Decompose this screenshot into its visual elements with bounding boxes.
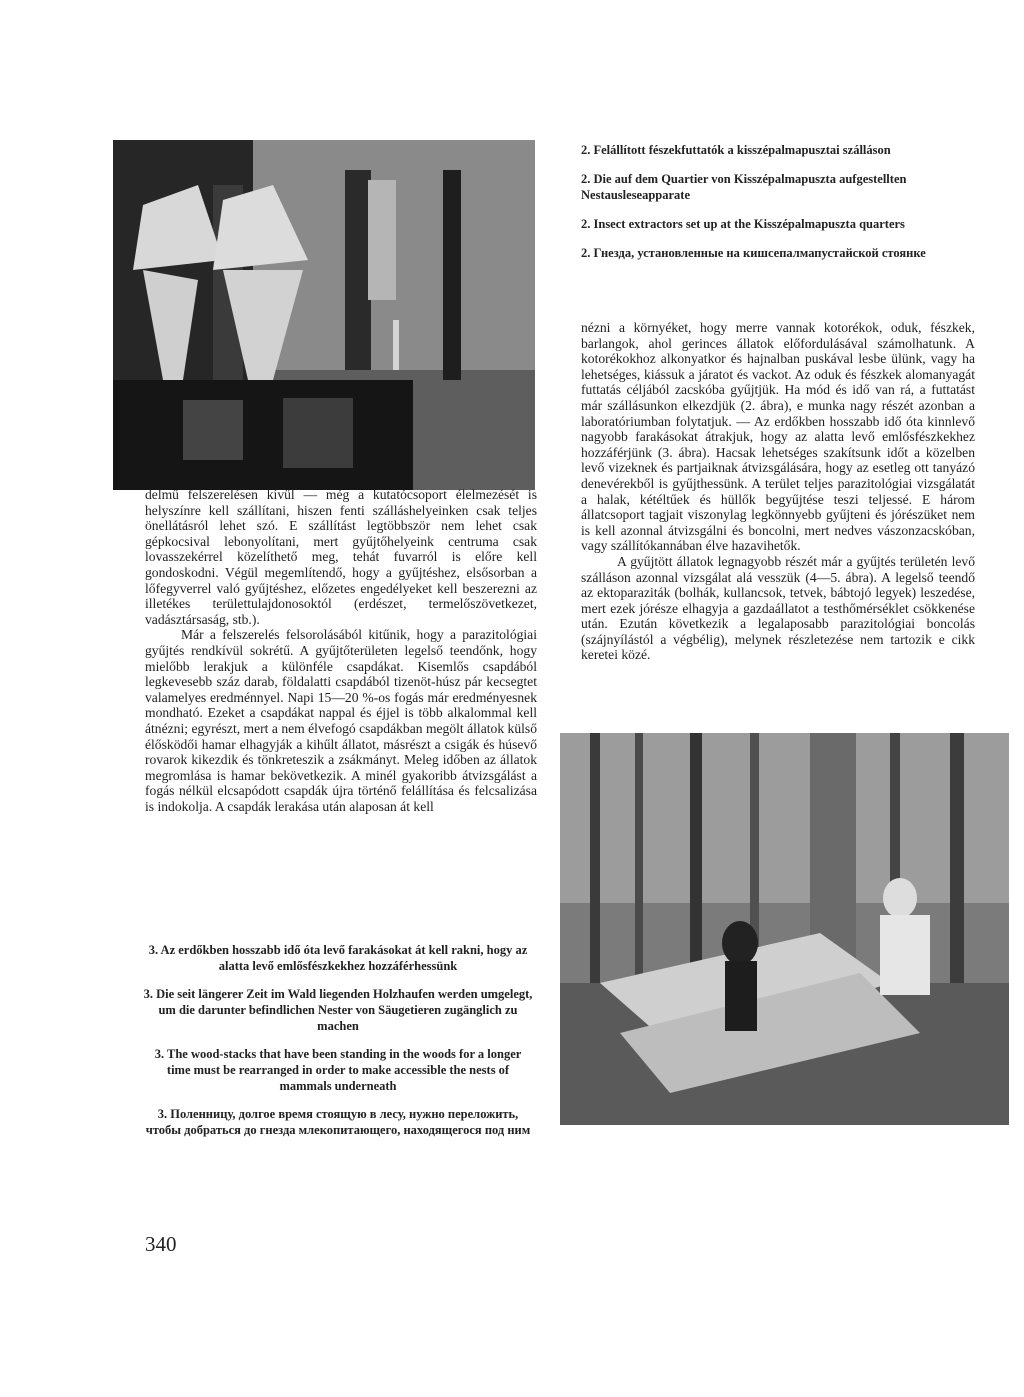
figure-3-captions <box>143 942 533 1150</box>
figure-2-photo <box>113 140 535 490</box>
right-paragraph-1: nézni a környéket, hogy merre vannak kotorékok, oduk, fészkek, barlangok, ahol gerinces állatok előfordulásával számolhatunk. A kotorékokhoz alkonyatkor és hajnalban puskával lesbe ülünk, vagy ha lehetséges, kiássuk a járatot és vackot. Az oduk és fészkek alomanyagát futtatás céljából zacskóba gyűjtjük. Ha mód és idő van rá, a futtatást már szállásunkon elkezdjük (2. ábra), e munka nagy részét azonban a laboratóriumban folytatjuk. — Az erdőkben hosszabb idő óta kinnlevő nagyobb farakásokat átrakjuk, hogy az alatta levő emlősfészkekhez hozzáférjünk (3. ábra). Hacsak lehetséges szakítsunk időt a közelben levő vizeknek és partjaiknak átvizsgálására, hogy az esetleg ott tanyázó denevérekből is gyűjthessünk. A terület teljes parazitológiai vizsgálatát a halak, kétéltűek és hüllők begyűjtése teszi teljessé. E három állatcsoport tagjait viszonylag legkönnyebb gyűjteni és jórészüket nem is kell azonnal átvizsgálni és boncolni, mert nedves vászonzacskóban, vagy szállítókannában élve hazavihetők. <box>581 320 975 554</box>
right-paragraph-2: A gyűjtött állatok legnagyobb részét már a gyűjtés területén levő szálláson azonnal vizsgálat alá vesszük (4—5. ábra). A legelső teendő az ektoparaziták (bolhák, kullancsok, tetvek, bábtojó legyek) leszedése, mert ezek jórésze elhagyja a gazdaállatot a testhőmérséklet csökkenése után. Ezután következik a legalaposabb parazitológiai boncolás (szájnyílástól a végbélig), melynek részletezése nem tartozik e cikk keretei közé. <box>581 553 975 663</box>
figure-2-image <box>113 140 535 490</box>
figure-2-captions <box>581 142 971 274</box>
figure-2-caption-de: 2. Die auf dem Quartier von Kisszépalmapuszta aufgestellten Nestausleseapparate <box>581 172 907 202</box>
left-text-column <box>145 487 537 814</box>
left-paragraph-1: delmű felszerelésen kívül — még a kutatócsoport élelmezését is helyszínre kell szállítani, hiszen fenti szálláshelyeinken csak teljes önellátásról lehet szó. E szállítást legtöbbször nem lehet csak gépkocsival lebonyolítani, mert gyűjtőhelyeink centruma csak lovasszekérrel közelíthető meg, tehát fuvarról is előre kell gondoskodni. Végül megemlítendő, hogy a gyűjtéshez, elsősorban a lőfegyverrel való gyűjtéshez, előzetes engedélyeket kell beszerezni az illetékes területtulajdonosoktól (erdészet, termelőszövetkezet, vadásztársaság, stb.). <box>145 487 537 627</box>
left-paragraph-2: Már a felszerelés felsorolásából kitűnik, hogy a parazitológiai gyűjtés rendkívül sokrétű. A gyűjtőterületen legelső teendőnk, hogy mielőbb lerakjuk a különféle csapdákat. Kisemlős csapdából legkevesebb száz darab, földalatti csapdából tizenöt-húsz pár kecsegtet valamelyes eredménnyel. Napi 15—20 %-os fogás már eredményesnek mondható. Ezeket a csapdákat nappal és éjjel is több alkalommal kell átnézni; egyrészt, mert a nem élvefogó csapdákban megölt állatok külső élősködői hamar elhagyják a kihűlt állatot, másrészt a csigák és húsevő rovarok kikezdik és tönkreteszik a zsákmányt. Meleg időben az állatok megromlása is hamar bekövetkezik. A minél gyakoribb átvizsgálást a fogás nélkül elcsapódott csapdák újra történő felállítása és felcsalizása is indokolja. A csapdák lerakása után alaposan át kell <box>145 627 537 814</box>
figure-3-caption-de: 3. Die seit längerer Zeit im Wald liegenden Holzhaufen werden umgelegt, um die darunter befindlichen Nester von Säugetieren zugänglich zu machen <box>143 987 533 1033</box>
figure-3-caption-ru: 3. Поленницу, долгое время стоящую в лесу, нужно переложить, чтобы добраться до гнезда млекопитающего, находящегося под ним <box>145 1107 531 1137</box>
figure-3-caption-en: 3. The wood-stacks that have been standing in the woods for a longer time must be rearranged in order to make accessible the nests of mammals underneath <box>154 1047 522 1093</box>
figure-2-caption-en: 2. Insect extractors set up at the Kisszépalmapuszta quarters <box>581 217 905 231</box>
figure-3-caption-hu: 3. Az erdőkben hosszabb idő óta levő farakásokat át kell rakni, hogy az alatta levő emlősfészkekhez hozzáférhessünk <box>148 943 528 973</box>
right-text-column <box>581 320 975 663</box>
figure-3-image <box>560 733 1009 1125</box>
figure-2-caption-hu: 2. Felállított fészekfuttatók a kisszépalmapusztai szálláson <box>581 143 891 157</box>
page-number: 340 <box>145 1232 177 1256</box>
figure-3-photo <box>560 733 1009 1125</box>
figure-2-caption-ru: 2. Гнезда, установленные на кишсепалмапустайской стоянке <box>581 246 926 260</box>
